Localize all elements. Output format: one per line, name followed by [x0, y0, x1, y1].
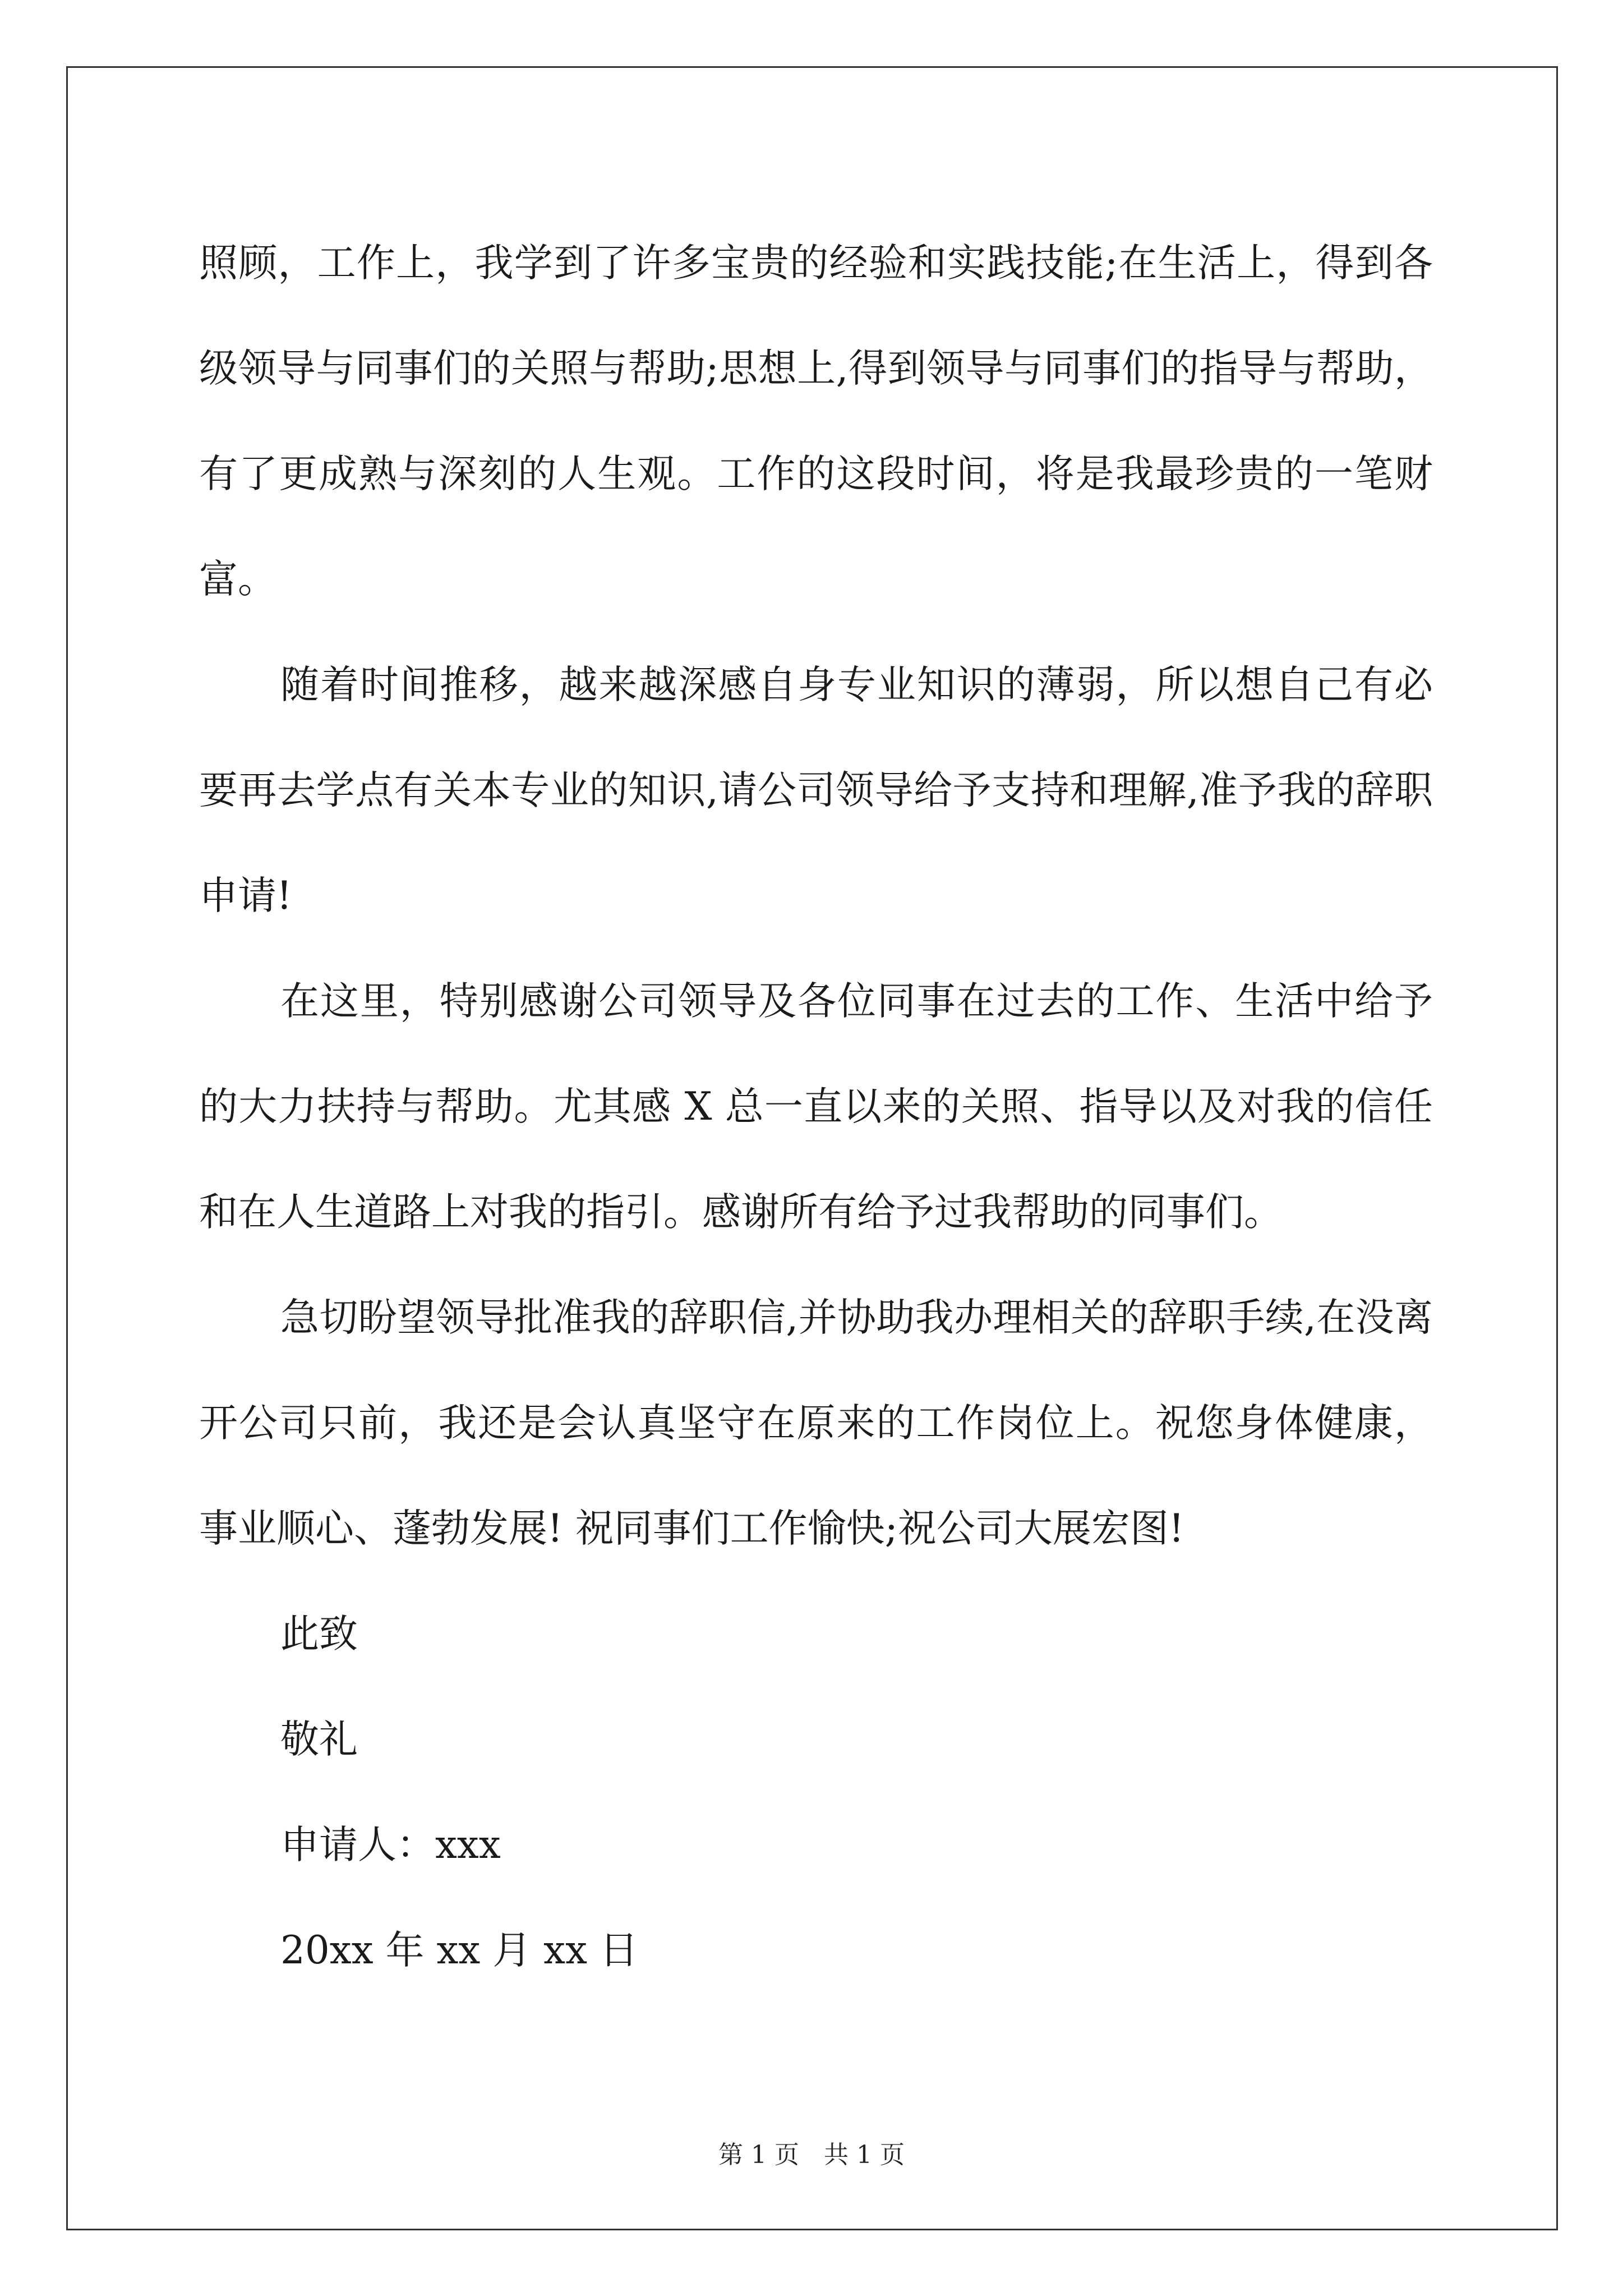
letter-date: 20xx 年 xx 月 xx 日 [280, 1928, 638, 1973]
total-page-count: 共 1 页 [824, 2141, 905, 2169]
paragraph-continuation: 照顾，工作上，我学到了许多宝贵的经验和实践技能;在生活上，得到各级领导与同事们的关照与帮助;思想上,得到领导与同事们的指导与帮助，有了更成熟与深刻的人生观。工作的这段时间，将是我最珍贵的一笔财富。 [199, 241, 1433, 602]
paragraph-thanks: 在这里，特别感谢公司领导及各位同事在过去的工作、生活中给予的大力扶持与帮助。尤其感 X 总一直以来的关照、指导以及对我的信任和在人生道路上对我的指引。感谢所有给予过我帮助的同事们。 [199, 979, 1433, 1235]
page-footer [0, 2134, 1623, 2170]
closing-salutation: 此致 [280, 1612, 358, 1657]
letter-body [199, 210, 1433, 2003]
current-page-number: 第 1 页 [718, 2141, 799, 2169]
applicant-signature: 申请人：xxx [280, 1823, 501, 1867]
closing-regards: 敬礼 [280, 1717, 358, 1762]
paragraph-request: 急切盼望领导批准我的辞职信,并协助我办理相关的辞职手续,在没离开公司只前，我还是会认真坚守在原来的工作岗位上。祝您身体健康，事业顺心、蓬勃发展! 祝同事们工作愉快;祝公司大展宏图! [199, 1295, 1433, 1551]
paragraph-reason: 随着时间推移，越来越深感自身专业知识的薄弱，所以想自己有必要再去学点有关本专业的知识,请公司领导给予支持和理解,准予我的辞职申请! [199, 662, 1433, 918]
